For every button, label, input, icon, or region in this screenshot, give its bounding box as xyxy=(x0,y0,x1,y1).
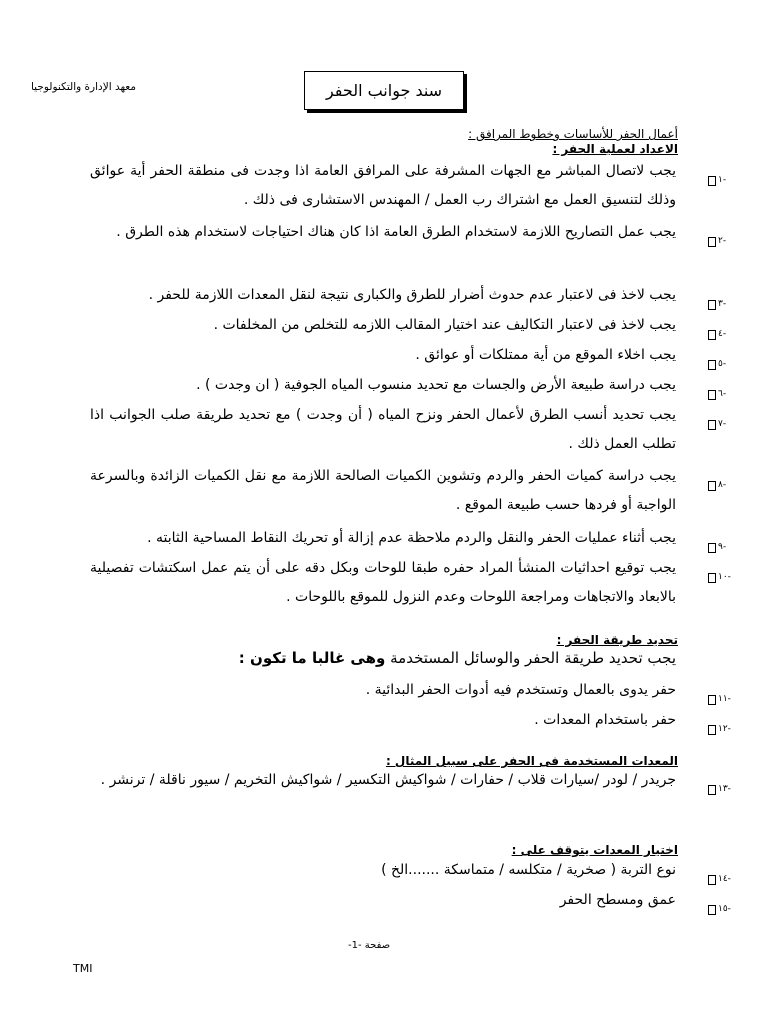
checkbox-icon xyxy=(708,695,716,705)
item-marker: ١٥- xyxy=(708,895,738,924)
item-marker: ١- xyxy=(708,166,738,195)
item-marker: ١٠- xyxy=(708,563,738,592)
checkbox-icon xyxy=(708,785,716,795)
equipment-heading: المعدات المستخدمة فى الحفر على سبيل المثال : xyxy=(385,754,678,768)
item-marker: ١٤- xyxy=(708,865,738,894)
checkbox-icon xyxy=(708,725,716,735)
item-marker: ٩- xyxy=(708,533,738,562)
checkbox-icon xyxy=(708,176,716,186)
selection-heading: اختيار المعدات يتوقف على : xyxy=(511,843,678,857)
prep-item-6: ٦- يجب دراسة طبيعة الأرض والجسات مع تحديد منسوب المياه الجوفية ( ان وجدت ) . xyxy=(90,371,716,400)
checkbox-icon xyxy=(708,573,716,583)
method-item-1: ١١- حفر يدوى بالعمال وتستخدم فيه أدوات الحفر البدائية . xyxy=(90,676,716,705)
checkbox-icon xyxy=(708,905,716,915)
checkbox-icon xyxy=(708,300,716,310)
prep-item-4: ٤- يجب لاخذ فى لاعتبار التكاليف عند اختيار المقالب اللازمه للتخلص من المخلفات . xyxy=(90,311,716,340)
selection-item-2: ١٥- عمق ومسطح الحفر xyxy=(90,886,716,915)
document-title: سند جوانب الحفر xyxy=(304,71,464,110)
prep-item-9: ٩- يجب أثناء عمليات الحفر والنقل والردم ملاحظة عدم إزالة أو تحريك النقاط المساحية الثابته . xyxy=(90,524,716,553)
checkbox-icon xyxy=(708,390,716,400)
item-marker: ١٢- xyxy=(708,715,738,744)
prep-item-2: ٢- يجب عمل التصاريح اللازمة لاستخدام الطرق العامة اذا كان هناك احتياجات لاستخدام هذه الطرق . xyxy=(90,218,716,247)
checkbox-icon xyxy=(708,237,716,247)
institute-name: معهد الإدارة والتكنولوجيا xyxy=(30,81,136,93)
checkbox-icon xyxy=(708,360,716,370)
prep-item-7: ٧- يجب تحديد أنسب الطرق لأعمال الحفر ونزح المياه ( أن وجدت ) مع تحديد طريقة صلب الجوانب اذا تطلب العمل ذلك . xyxy=(90,401,716,459)
method-intro: يجب تحديد طريقة الحفر والوسائل المستخدمة وهى غالبا ما تكون : xyxy=(238,649,676,667)
checkbox-icon xyxy=(708,875,716,885)
page-number: صفحة -1- xyxy=(348,940,391,951)
item-marker: ٥- xyxy=(708,350,738,379)
item-marker: ٤- xyxy=(708,320,738,349)
item-marker: ١١- xyxy=(708,685,738,714)
item-marker: ٢- xyxy=(708,227,738,256)
item-marker: ٣- xyxy=(708,290,738,319)
method-item-2: ١٢- حفر باستخدام المعدات . xyxy=(90,706,716,735)
item-marker: ٧- xyxy=(708,410,738,439)
checkbox-icon xyxy=(708,543,716,553)
prep-heading: الاعداد لعملية الحفر : xyxy=(552,142,678,156)
prep-item-10: ١٠- يجب توقيع احداثيات المنشأ المراد حفره طبقا للوحات وبكل دقه على أن يتم عمل اسكتشات تفصيلية بالابعاد والاتجاهات ومراجعة اللوحات وعدم النزول للموقع باللوحات . xyxy=(90,554,716,612)
selection-item-1: ١٤- نوع التربة ( صخرية / متكلسه / متماسكة .......الخ ) xyxy=(90,856,716,885)
item-marker: ٦- xyxy=(708,380,738,409)
item-marker: ١٣- xyxy=(708,775,738,804)
prep-item-1: ١- يجب لاتصال المباشر مع الجهات المشرفة على المرافق العامة اذا وجدت فى منطقة الحفر أية عوائق وذلك لتنسيق العمل مع اشتراك رب العمل / المهندس الاستشارى فى ذلك . xyxy=(90,157,716,215)
prep-item-5: ٥- يجب اخلاء الموقع من أية ممتلكات أو عوائق . xyxy=(90,341,716,370)
equipment-item-1: ١٣- جريدر / لودر /سيارات قلاب / حفارات / شواكيش التكسير / شواكيش التخريم / سيور ناقلة / ترنشر . xyxy=(90,766,716,795)
prep-item-8: ٨- يجب دراسة كميات الحفر والردم وتشوين الكميات الصالحة اللازمة مع نقل الكميات الزائدة وبالسرعة الواجبة أو فردها حسب طبيعة الموقع . xyxy=(90,462,716,520)
footer-code: TMI xyxy=(73,962,93,975)
checkbox-icon xyxy=(708,330,716,340)
prep-item-3: ٣- يجب لاخذ فى لاعتبار عدم حدوث أضرار للطرق والكبارى نتيجة لنقل المعدات اللازمة للحفر . xyxy=(90,281,716,310)
main-heading: أعمال الحفر للأساسات وخطوط المرافق : xyxy=(468,127,678,141)
method-heading: تحديد طريقة الحفر : xyxy=(556,633,678,647)
checkbox-icon xyxy=(708,481,716,491)
checkbox-icon xyxy=(708,420,716,430)
item-marker: ٨- xyxy=(708,471,738,500)
